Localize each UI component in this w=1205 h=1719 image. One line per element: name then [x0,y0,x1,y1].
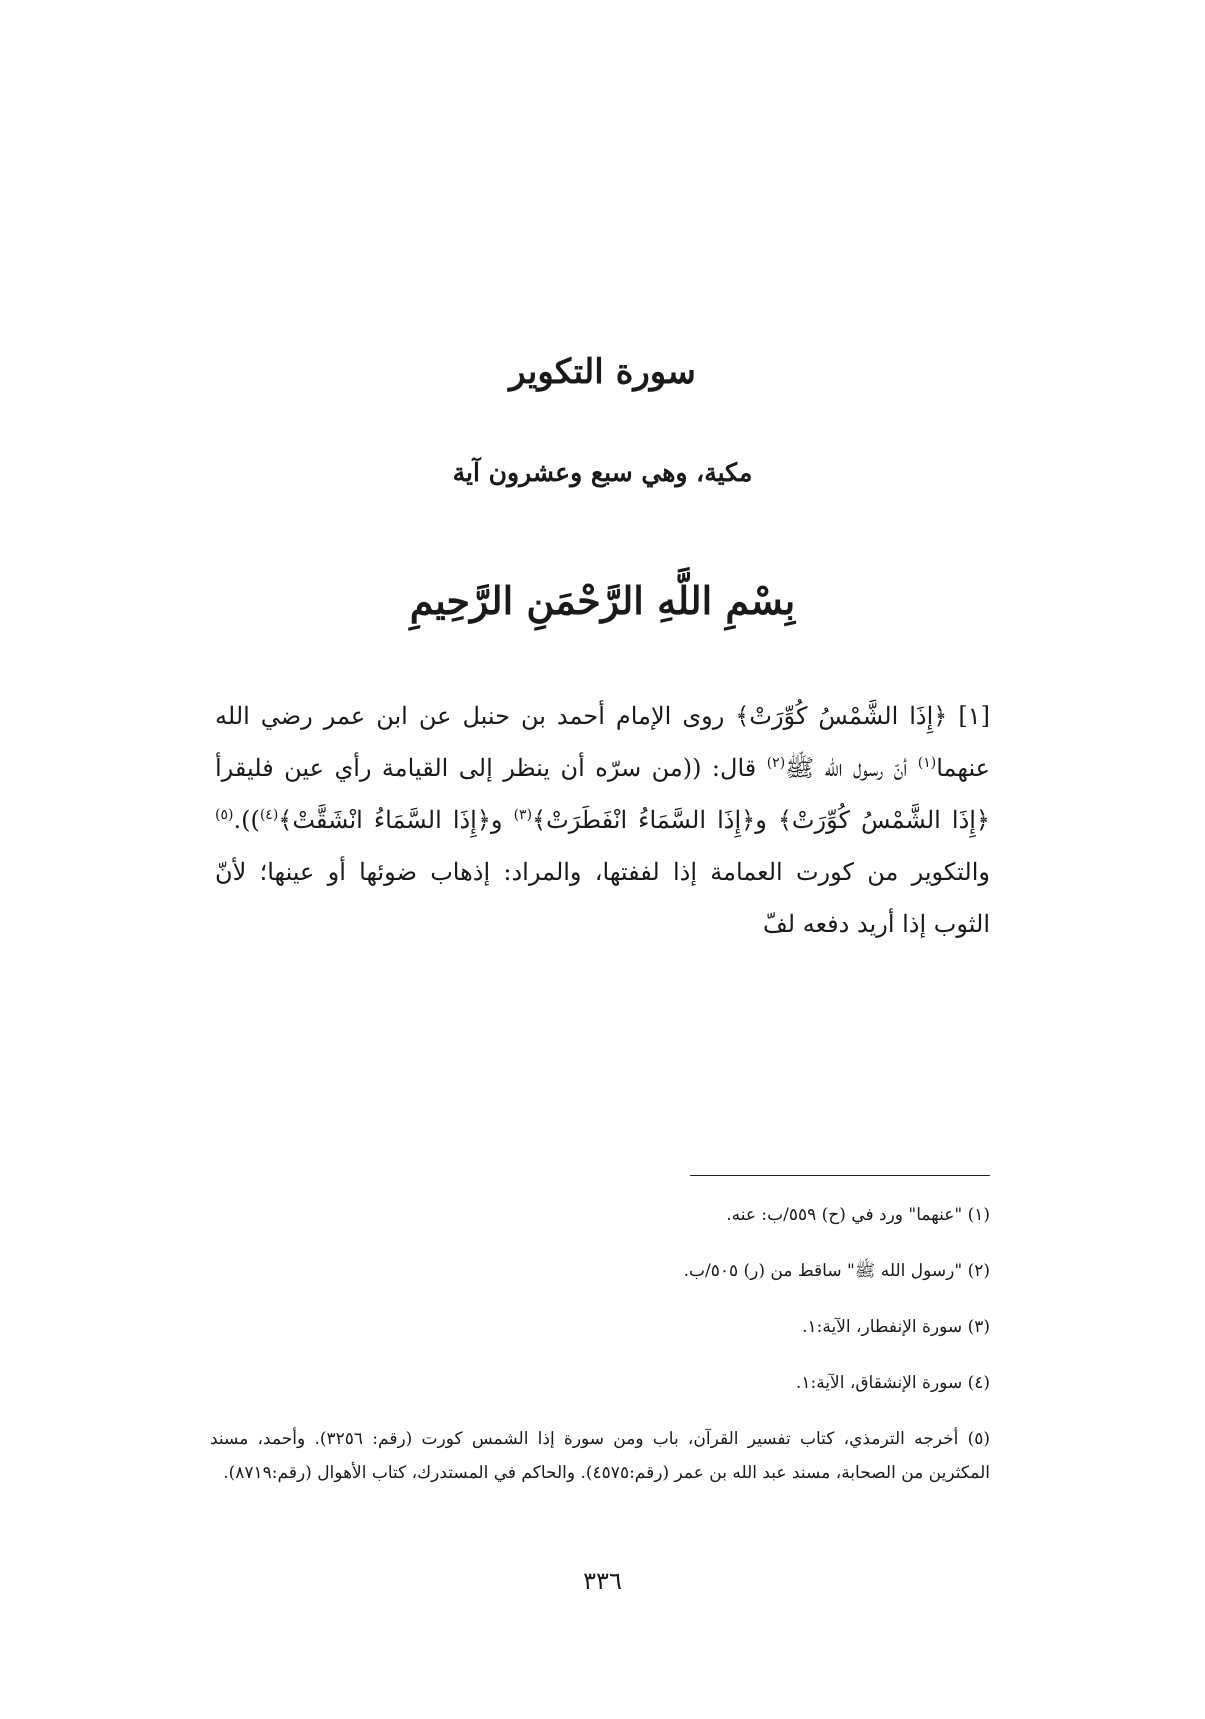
body-text [215,690,990,950]
page-number: ٣٣٦ [583,1567,622,1595]
footnote-4: (٤) سورة الإنشقاق، الآية:١. [795,1373,990,1393]
surah-meta: مكية، وهي سبع وعشرون آية [452,458,753,487]
body-segment: قال: ((من سرّه أن ينظر إلى القيامة رأي عين فليقرأ [215,754,767,782]
verse-text: ﴿إِذَا الشَّمْسُ كُوِّرَتْ﴾ [735,702,948,730]
body-segment: و [490,806,514,834]
footnote-ref: (٤) [259,807,279,823]
body-segment: والتكوير من كورت العمامة إذا لففتها، والمراد: إذهاب ضوئها أو عينها؛ لأنّ الثوب إذا أريد دفعه لفّ [215,858,990,938]
body-segment: أنّ رسول الله ﷺ [785,754,918,782]
footnote-1: (١) "عنهما" ورد في (ح) ٥٥٩/ب: عنه. [726,1205,990,1225]
footnote-ref: (٣) [513,807,533,823]
footnote-ref: (١) [917,755,937,771]
body-segment: )). [233,806,260,834]
footnote-5: (٥) أخرجه الترمذي، كتاب تفسير القرآن، باب ومن سورة إذا الشمس كورت (رقم: ٣٢٥٦). وأحمد، مسند المكثرين من الصحابة، مسند عبد الله بن عمر (رقم:٤٥٧٥). والحاكم في المستدرك، كتاب الأهوال (رقم:٨٧١٩). [210,1429,990,1483]
footnote-ref: (٢) [766,755,786,771]
body-segment: و [755,806,778,834]
footnote-3: (٣) سورة الإنفطار، الآية:١. [802,1317,990,1337]
quran-quote: ﴿إِذَا السَّمَاءُ انْفَطَرَتْ﴾ [532,806,756,834]
footnote-ref: (٥) [215,807,234,823]
verse-number: [١] [958,702,990,730]
footnote-2: (٢) "رسول الله ﷺ" ساقط من (ر) ٥٠٥/ب. [683,1261,990,1281]
surah-title: سورة التكوير [509,352,696,392]
footnotes [210,1198,990,1512]
body-segment: روى الإمام أحمد بن حنبل عن ابن عمر رضي الله عنهما [215,702,990,782]
footnote-separator [690,1175,990,1176]
basmala: بِسْمِ اللَّهِ الرَّحْمَنِ الرَّحِيمِ [409,578,796,623]
quran-quote: ﴿إِذَا الشَّمْسُ كُوِّرَتْ﴾ [777,806,990,834]
body-paragraph [215,690,990,950]
quran-quote: ﴿إِذَا السَّمَاءُ انْشَقَّتْ﴾ [278,806,491,834]
